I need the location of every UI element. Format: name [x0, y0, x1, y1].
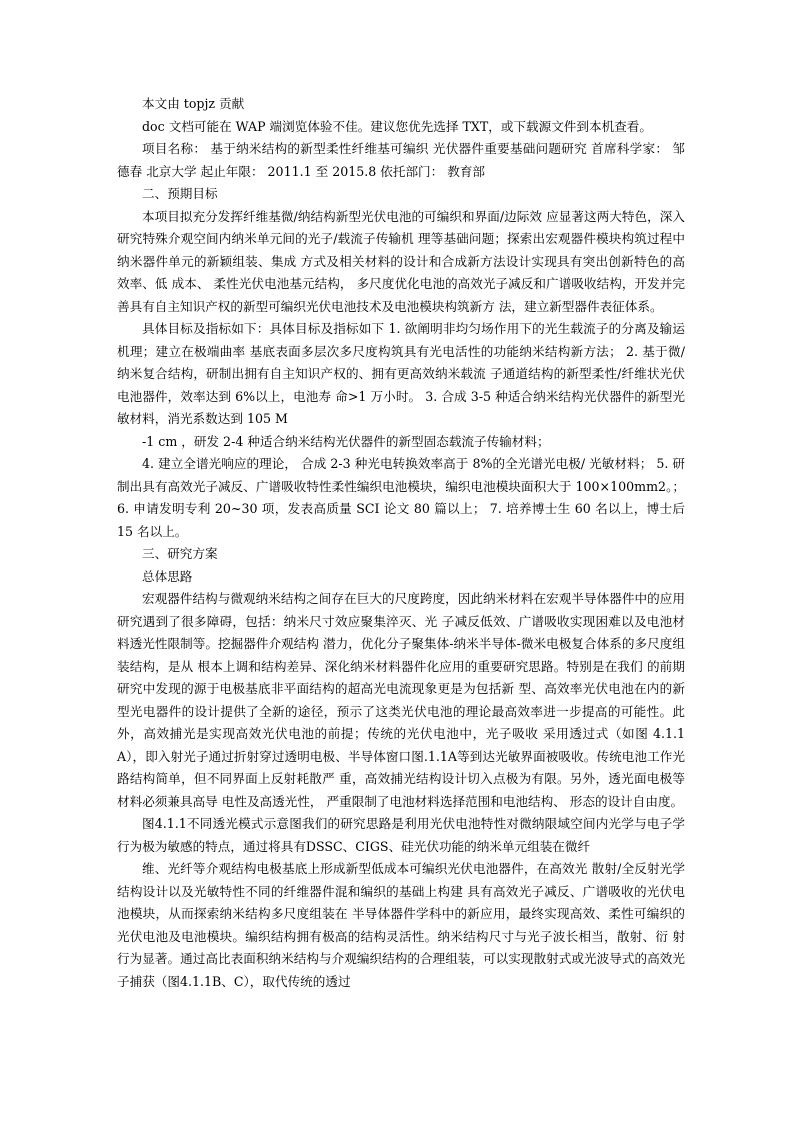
specific-targets-paragraph: 具体目标及指标如下：具体目标及指标如下 1. 欲阐明非均匀场作用下的光生载流子的分离及输运机理；建立在极端曲率 基底表面多层次多尺度构筑具有光电活性的功能纳米结构新方法； 2. 基于微/纳米复合结构，研制出拥有自主知识产权的、拥有更高效纳米载流 子通道结构的新型柔性/纤维状光伏电池器件，效率达到 6%以上，电池寿 命>1 万小时。 3. 合成 3-5 种适合纳米结构光伏器件的新型光敏材料，消光系数达到 105 M — [117, 321, 685, 426]
specific-targets-list: 4. 建立全谱光响应的理论， 合成 2-3 种光电转换效率高于 8%的全光谱光电极/ 光敏材料； 5. 研制出具有高效光子减反、广谱吸收特性柔性编织电池模块，编织电池模块面积大于 100×100mm2。； 6. 申请发明专利 20~30 项，发表高质量 SCI 论文 80 篇以上； 7. 培养博士生 60 名以上，博士后 15 名以上。 — [117, 456, 685, 539]
project-info-paragraph: 项目名称： 基于纳米结构的新型柔性纤维基可编织 光伏器件重要基础问题研究 首席科学家： 邹德春 北京大学 起止年限： 2011.1 至 2015.8 依托部门： 教育部 — [117, 141, 685, 179]
specific-targets-continuation: -1 cm ，研发 2-4 种适合纳米结构光伏器件的新型固态载流子传输材料； — [142, 433, 550, 449]
approach-paragraph: 宏观器件结构与微观纳米结构之间存在巨大的尺度跨度，因此纳米材料在宏观半导体器件中的应用研究遇到了很多障碍，包括：纳米尺寸效应聚集淬灭、光 子减反低效、广谱吸收实现困难以及电池材料透光性限制等。挖掘器件介观结构 潜力，优化分子聚集体-纳米半导体-微米电极复合体系的多尺度组装结构，是从 根本上调和结构差异、深化纳米材料器件化应用的重要研究思路。特别是在我们 的前期研究中发现的源于电极基底非平面结构的超高光电流现象更是为包括新 型、高效率光伏电池在内的新型光电器件的设计提供了全新的途径，预示了这类光伏电池的理论最高效率进一步提高的可能性。此外，高效捕光是实现高效光伏电池的前提；传统的光伏电池中，光子吸收 采用透过式（如图 4.1.1A），即入射光子通过折射穿过透明电极、半导体窗口图.1.1A等到达光敏界面被吸收。传统电池工作光路结构简单，但不同界面上反射耗散严 重，高效捕光结构设计切入点极为有限。另外，透光面电极等材料必须兼具高导 电性及高透光性， 严重限制了电池材料选择范围和电池结构、 形态的设计自由度。 — [117, 591, 685, 809]
document-body — [117, 93, 685, 993]
goals-paragraph: 本项目拟充分发挥纤维基微/纳结构新型光伏电池的可编织和界面/边际效 应显著这两大特色，深入研究特殊介观空间内纳米单元间的光子/载流子传输机 理等基础问题；探索出宏观器件模块构筑过程中纳米器件单元的新颖组装、集成 方式及相关材料的设计和合成新方法设计实现具有突出创新特色的高效率、低 成本、 柔性光伏电池基元结构， 多尺度优化电池的高效光子减反和广谱吸收结构，开发并完善具有自主知识产权的新型可编织光伏电池技术及电池模块构筑新方 法，建立新型器件表征体系。 — [117, 208, 685, 314]
contributor-line: 本文由 topjz 贡献 — [142, 96, 245, 111]
figure-caption-paragraph: 图4.1.1不同透光模式示意图我们的研究思路是利用光伏电池特性对微纳限域空间内光学与电子学行为极为敏感的特点，通过将具有DSSC、CIGS、硅光伏功能的纳米单元组装在微纤 — [117, 816, 685, 854]
format-notice: doc 文档可能在 WAP 端浏览体验不佳。建议您优先选择 TXT，或下载源文件到本机查看。 — [142, 118, 652, 134]
section-heading-research-plan: 三、研究方案 — [142, 546, 218, 561]
subheading-overall-approach: 总体思路 — [142, 568, 193, 584]
section-heading-expected-goals: 二、预期目标 — [142, 186, 218, 201]
weaving-structure-paragraph: 维、光纤等介观结构电极基底上形成新型低成本可编织光伏电池器件，在高效光 散射/全反射光学结构设计以及光敏特性不同的纤维器件混和编织的基础上构建 具有高效光子减反、广谱吸收的光伏电池模块，从而探索纳米结构多尺度组装在 半导体器件学科中的新应用，最终实现高效、柔性可编织的光伏电池及电池模块。编织结构拥有极高的结构灵活性。纳米结构尺寸与光子波长相当，散射、衍 射行为显著。通过高比表面积纳米结构与介观编织结构的合理组装，可以实现散射式或光波导式的高效光子捕获（图4.1.1B、C），取代传统的透过 — [117, 861, 685, 989]
